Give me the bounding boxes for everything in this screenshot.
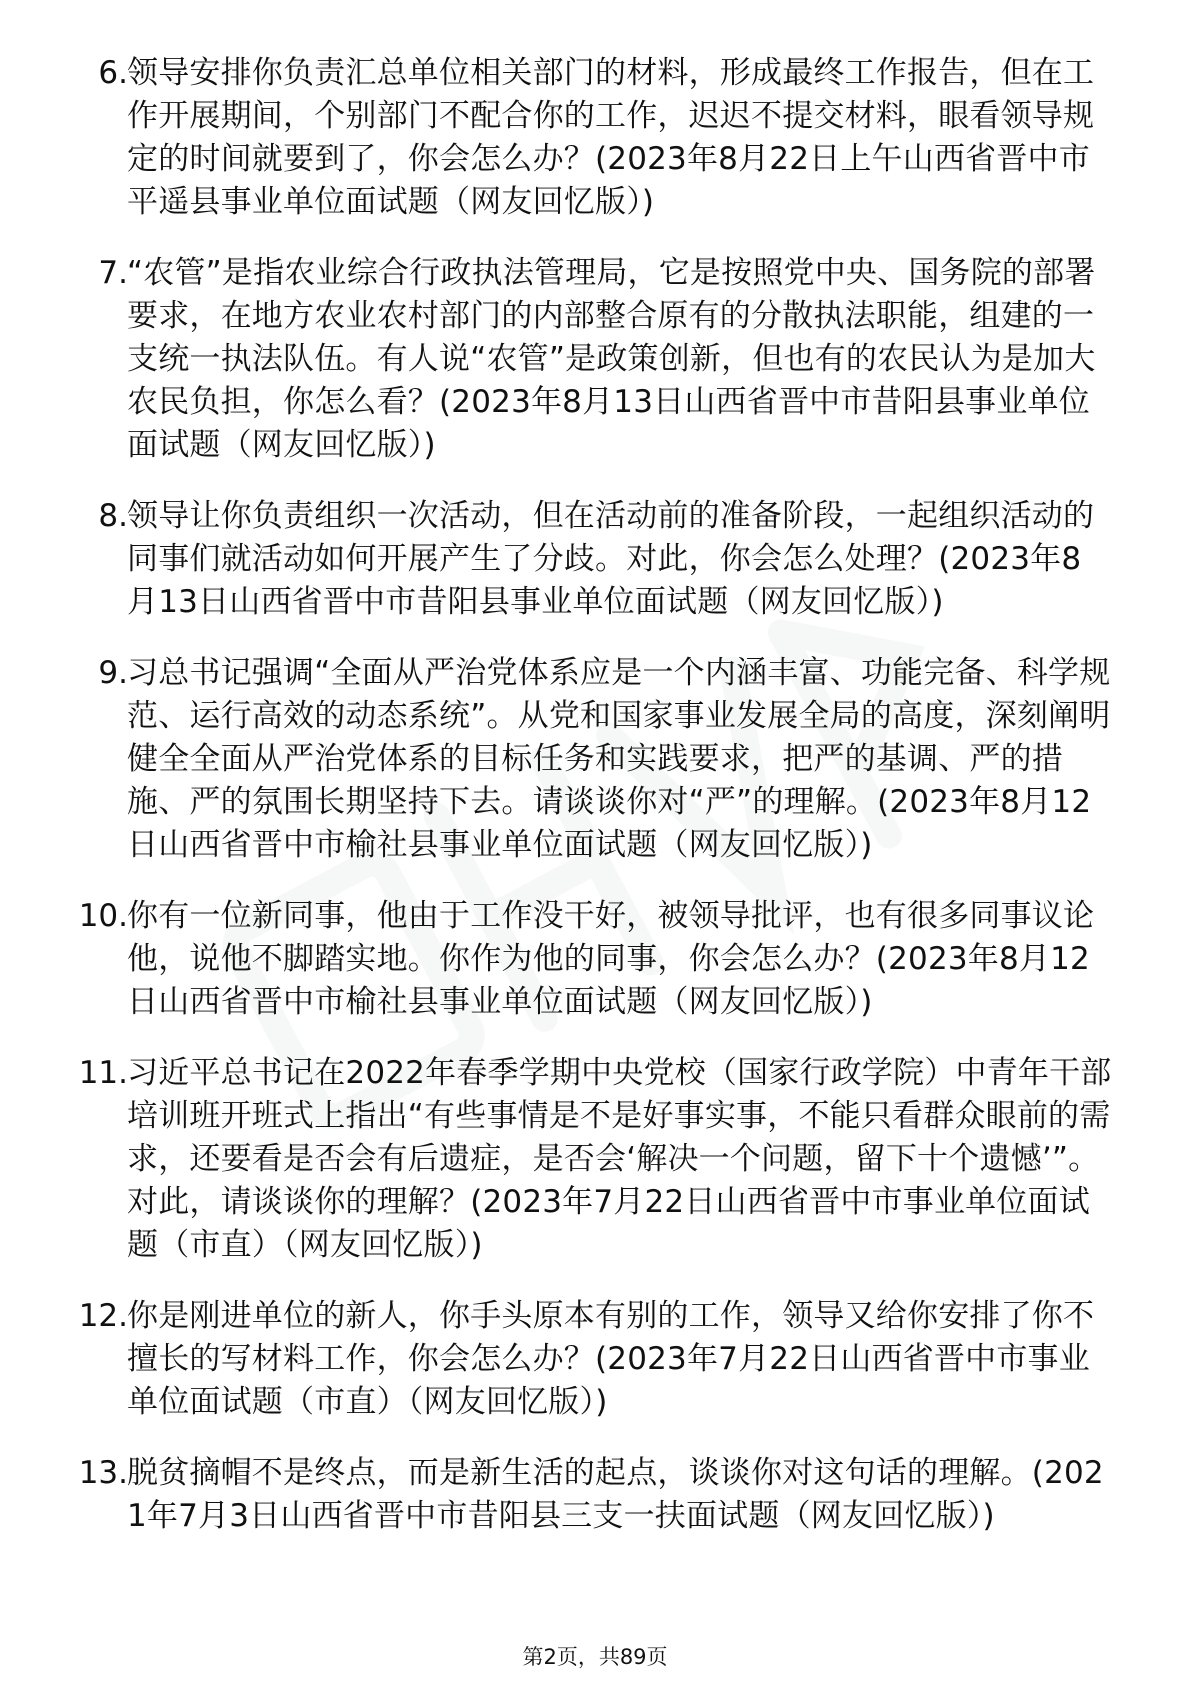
question-item-6	[0, 52, 1190, 224]
question-text: 你是刚进单位的新人，你手头原本有别的工作，领导又给你安排了你不擅长的写材料工作，你会怎么办？(2023年7月22日山西省晋中市事业单位面试题（市直）（网友回忆版）)	[127, 1298, 1095, 1420]
question-text: 领导安排你负责汇总单位相关部门的材料，形成最终工作报告，但在工作开展期间，个别部门不配合你的工作，迟迟不提交材料，眼看领导规定的时间就要到了，你会怎么办？(2023年8月22日上午山西省晋中市平遥县事业单位面试题（网友回忆版）)	[127, 55, 1095, 220]
question-number: 8.	[98, 498, 128, 534]
question-text: 习近平总书记在2022年春季学期中央党校（国家行政学院）中青年干部培训班开班式上指出“有些事情是不是好事实事，不能只看群众眼前的需求，还要看是否会有后遗症，是否会‘解决一个问题，留下十个遗憾’”。对此，请谈谈你的理解？(2023年7月22日山西省晋中市事业单位面试题（市直）（网友回忆版）)	[127, 1055, 1112, 1263]
question-item-8	[0, 495, 1190, 624]
question-item-12	[0, 1295, 1190, 1424]
question-list	[0, 52, 1190, 1566]
question-number: 13.	[78, 1455, 128, 1491]
question-text: “农管”是指农业综合行政执法管理局，它是按照党中央、国务院的部署要求，在地方农业农村部门的内部整合原有的分散执法职能，组建的一支统一执法队伍。有人说“农管”是政策创新，但也有的农民认为是加大农民负担，你怎么看？(2023年8月13日山西省晋中市昔阳县事业单位面试题（网友回忆版）)	[127, 255, 1096, 463]
question-number: 11.	[78, 1055, 128, 1091]
question-item-13	[0, 1452, 1190, 1538]
question-number: 10.	[78, 898, 128, 934]
question-number: 7.	[98, 255, 128, 291]
question-item-10	[0, 895, 1190, 1024]
question-item-7	[0, 252, 1190, 467]
question-text: 领导让你负责组织一次活动，但在活动前的准备阶段，一起组织活动的同事们就活动如何开展产生了分歧。对此，你会怎么处理？(2023年8月13日山西省晋中市昔阳县事业单位面试题（网友回忆版）)	[127, 498, 1095, 620]
question-number: 6.	[98, 55, 128, 91]
question-text: 你有一位新同事，他由于工作没干好，被领导批评，也有很多同事议论他，说他不脚踏实地。你作为他的同事，你会怎么办？(2023年8月12日山西省晋中市榆社县事业单位面试题（网友回忆版）)	[127, 898, 1095, 1020]
question-number: 12.	[78, 1298, 128, 1334]
question-item-11	[0, 1052, 1190, 1267]
question-number: 9.	[98, 655, 128, 691]
question-item-9	[0, 652, 1190, 867]
question-text: 习总书记强调“全面从严治党体系应是一个内涵丰富、功能完备、科学规范、运行高效的动态系统”。从党和国家事业发展全局的高度，深刻阐明健全全面从严治党体系的目标任务和实践要求，把严的基调、严的措施、严的氛围长期坚持下去。请谈谈你对“严”的理解。(2023年8月12日山西省晋中市榆社县事业单位面试题（网友回忆版）)	[127, 655, 1111, 863]
question-text: 脱贫摘帽不是终点，而是新生活的起点，谈谈你对这句话的理解。(2021年7月3日山西省晋中市昔阳县三支一扶面试题（网友回忆版）)	[127, 1455, 1104, 1534]
page-footer: 第2页，共89页	[522, 1645, 668, 1669]
